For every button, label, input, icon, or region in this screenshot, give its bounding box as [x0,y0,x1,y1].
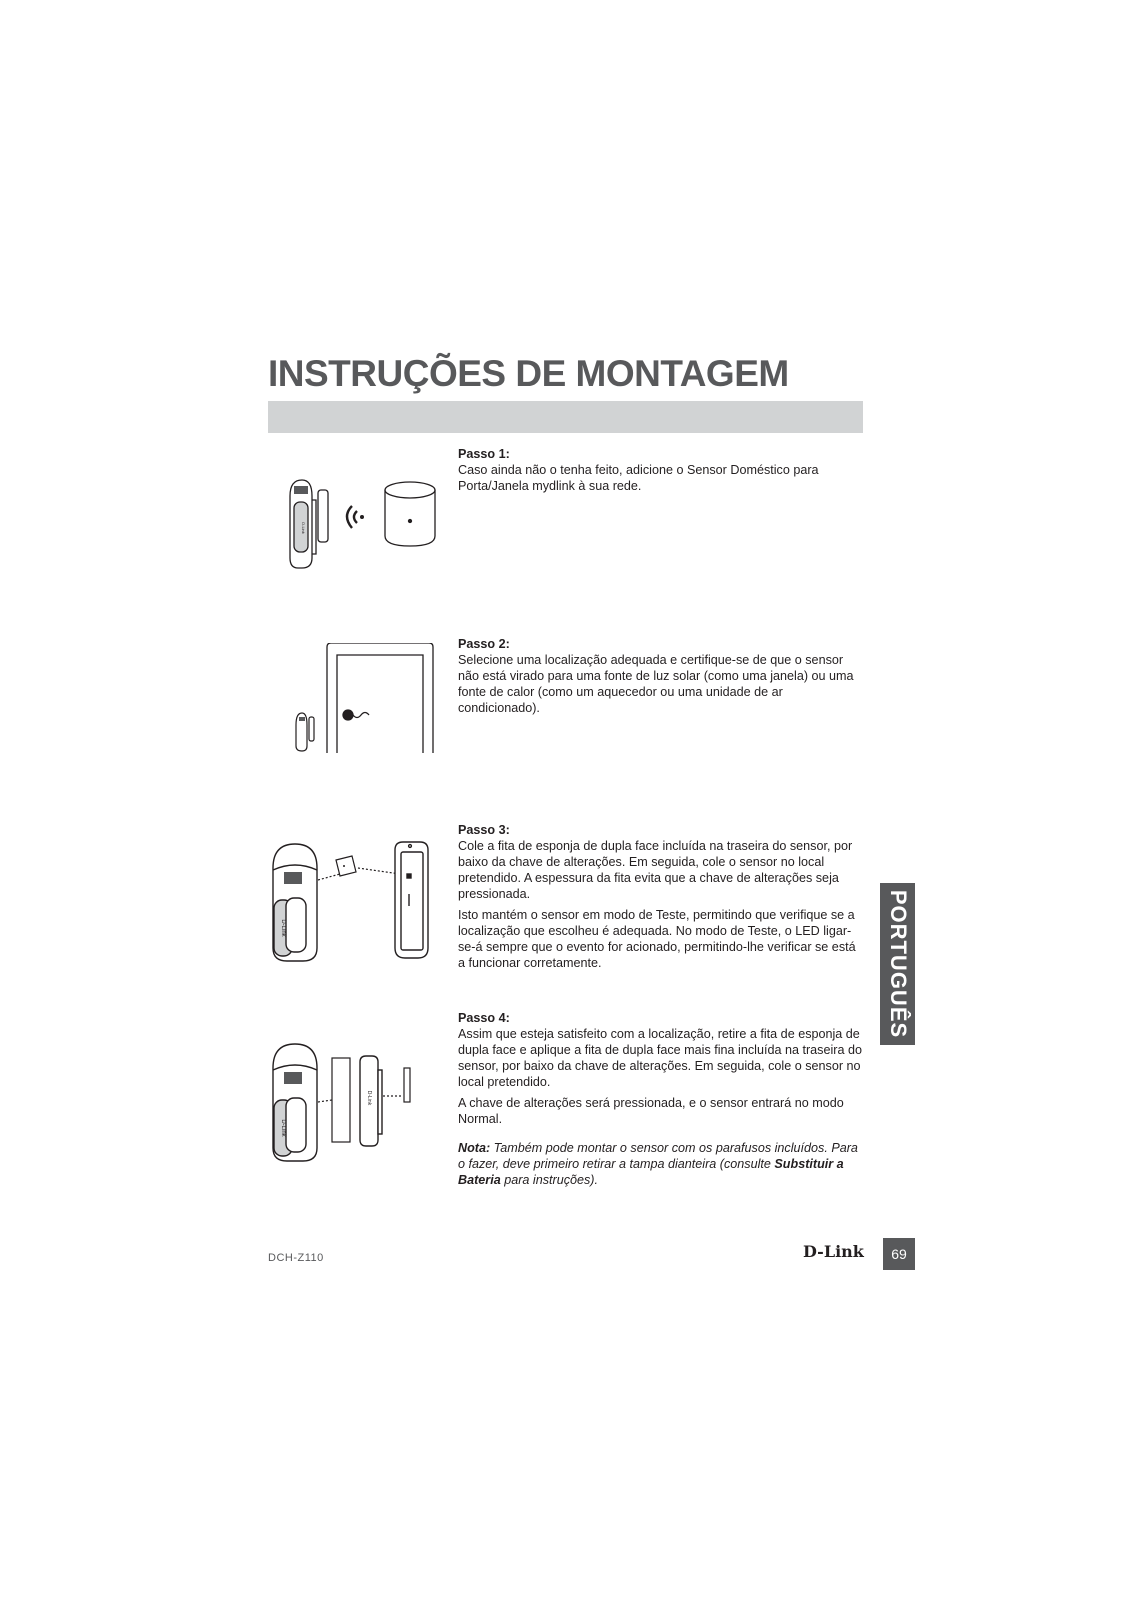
step-2 [458,636,863,716]
note-label: Nota: [458,1141,491,1155]
note-paragraph [458,1140,863,1188]
wireless-signal-icon [347,506,357,528]
door-icon [327,643,433,753]
device-brand-text: D-Link [366,1090,372,1106]
device-brand-text: D-Link [280,919,286,937]
step-text: Selecione uma localização adequada e certifique-se de que o sensor não está virado para uma fonte de luz solar (como uma janela) ou uma fonte de calor (como um aquecedor ou uma unidade de ar condicionado). [458,653,854,715]
step-text: Caso ainda não o tenha feito, adicione o Sensor Doméstico para Porta/Janela mydlink à sua rede. [458,463,819,493]
step-text: Assim que esteja satisfeito com a localização, retire a fita de esponja de dupla face e aplique a fita de dupla face mais fina incluída na traseira do sensor, por baixo da chave de alterações. Em seguida, cole o sensor no local pretendido. [458,1027,862,1089]
hub-device-icon [385,482,435,546]
sensor-back-icon [395,842,428,958]
page-number: 69 [883,1238,915,1270]
sensor-device-icon [273,1044,317,1161]
note-reference: Substituir a Bateria [458,1157,844,1187]
step2-illustration [290,643,440,753]
thin-tape-icon [332,1058,350,1142]
note-text: Também pode montar o sensor com os parafusos incluídos. Para o fazer, deve primeiro retirar a tampa dianteira (consulte [458,1141,858,1171]
title-underline-bar [268,401,863,433]
device-brand-text: D-Link [301,522,306,534]
step1-illustration [280,476,450,576]
note-text-end: para instruções). [500,1173,598,1187]
step-1 [458,446,863,494]
step-label: Passo 3: [458,823,510,837]
dlink-logo: D-Link [803,1242,864,1261]
step-3 [458,822,863,971]
sensor-device-icon [273,844,317,961]
step-label: Passo 2: [458,637,510,651]
step-text: Cole a fita de esponja de dupla face incluída na traseira do sensor, por baixo da chave de alterações. Em seguida, cole o sensor no local pretendido. A espessura da fita evita que a chave de alterações seja pressionada. [458,839,853,901]
device-brand-text: D-Link [280,1119,286,1137]
model-number: DCH-Z110 [268,1252,324,1264]
sensor-device-icon [296,713,314,751]
page-title: INSTRUÇÕES DE MONTAGEM [268,353,789,394]
step-text-2: Isto mantém o sensor em modo de Teste, permitindo que verifique se a localização que escolheu é adequada. No modo de Teste, o LED ligar-se-á sempre que o evento for acionado, permitindo-lhe verificar se está a funcionar corretamente. [458,908,856,970]
language-tab-label: PORTUGUÊS [885,889,911,1039]
sensor-device-icon [290,480,328,568]
step-label: Passo 1: [458,447,510,461]
language-tab [880,883,915,1045]
step-4 [458,1010,863,1188]
step4-illustration [270,1040,445,1165]
sponge-tape-icon [336,856,356,876]
step-text-2: A chave de alterações será pressionada, e o sensor entrará no modo Normal. [458,1096,844,1126]
step-label: Passo 4: [458,1011,510,1025]
step3-illustration [270,840,445,965]
mount-surface-icon [404,1068,410,1102]
